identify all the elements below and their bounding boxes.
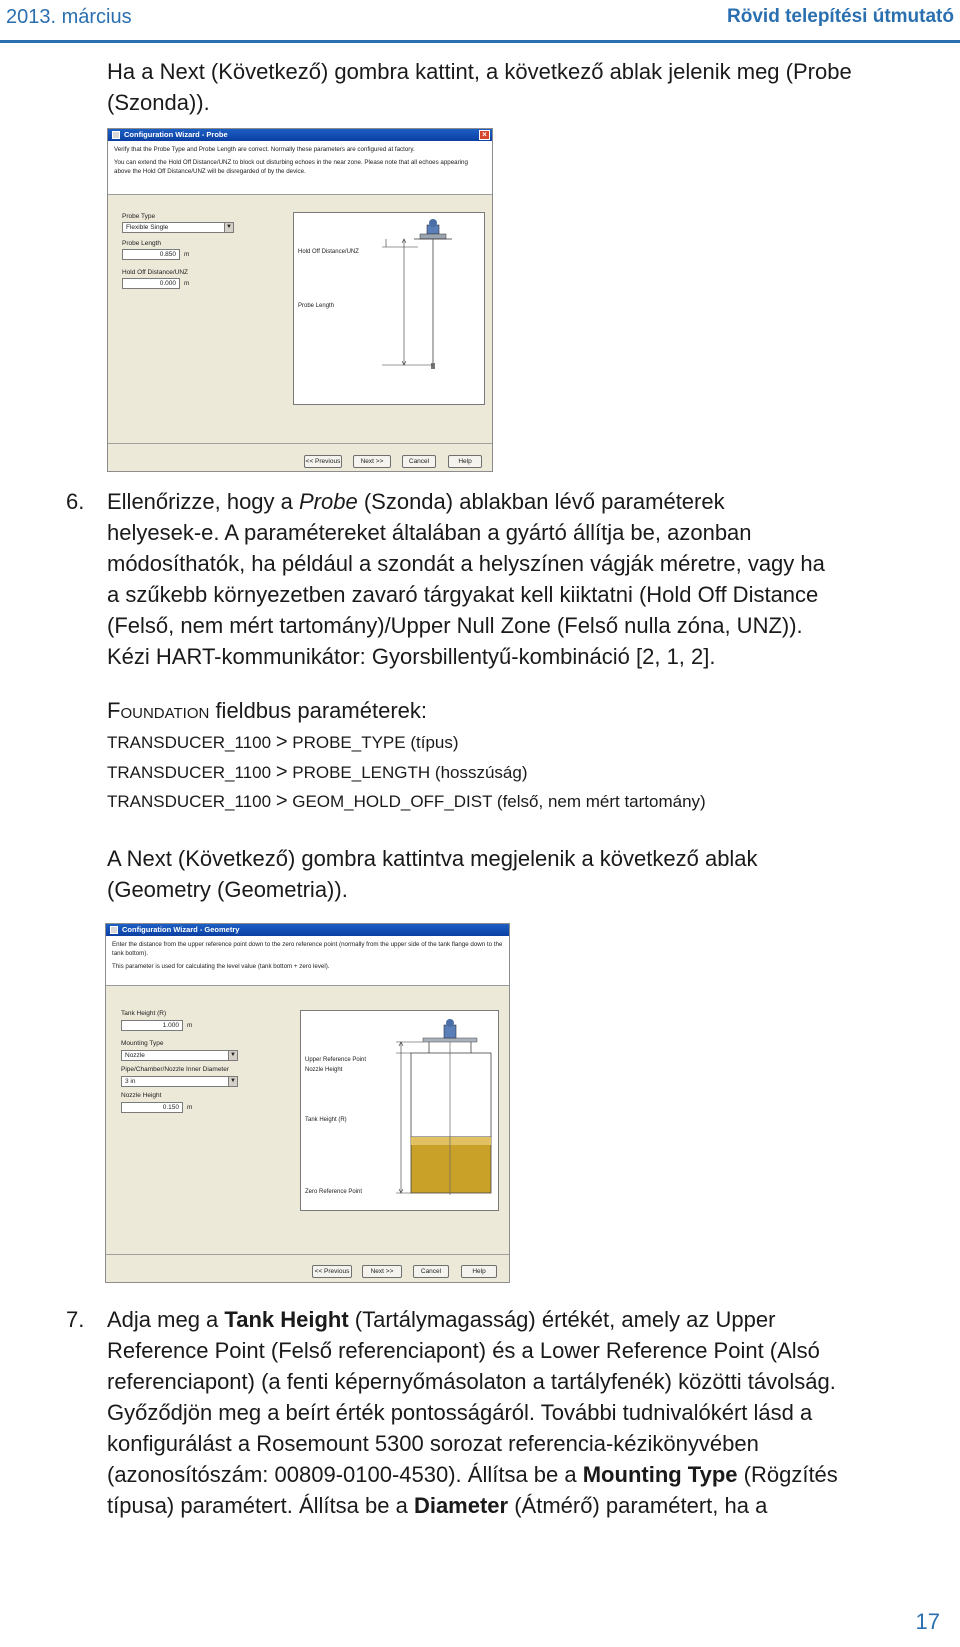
pipe-diameter-value: 3 in <box>125 1078 136 1085</box>
fieldbus-param-row <box>107 761 528 784</box>
step6-probe-term: Probe <box>299 489 358 514</box>
param-name: PROBE_TYPE <box>292 733 406 752</box>
nozzle-height-unit: m <box>187 1104 193 1111</box>
probe-length-unit: m <box>184 251 190 258</box>
step7-paragraph <box>107 1304 955 1521</box>
probe-dialog-titlebar <box>108 129 492 141</box>
fieldbus-param-row <box>107 790 706 813</box>
pipe-diameter-label: Pipe/Chamber/Nozzle Inner Diameter <box>121 1066 230 1073</box>
next-button: Next >> <box>353 455 391 468</box>
step7-number: 7. <box>66 1307 85 1332</box>
fieldbus-heading <box>107 695 955 726</box>
step7-line3: referenciapont) (a fenti képernyőmásolaton a tartályfenék) közötti távolság. <box>107 1369 836 1394</box>
intro-paragraph: Ha a Next (Következő) gombra kattint, a következő ablak jelenik meg (Probe (Szonda)). <box>107 59 852 115</box>
step6-number: 6. <box>66 489 85 514</box>
step7-text: (Rögzítés <box>737 1462 838 1487</box>
probe-diagram <box>293 212 485 405</box>
step7-line7 <box>107 1490 955 1521</box>
help-button: Help <box>448 455 482 468</box>
header-rule <box>0 40 960 43</box>
step6-line4: a szűkebb környezetben zavaró tárgyakat kell kiiktatni (Hold Off Distance <box>107 582 819 607</box>
chevron-down-icon: ▼ <box>224 223 233 232</box>
tank-diagram-drawing <box>301 1011 498 1210</box>
param-name: PROBE_LENGTH <box>292 763 431 782</box>
page-number: 17 <box>915 1609 940 1634</box>
param-separator: > <box>275 761 288 783</box>
probe-type-value: Flexible Single <box>126 224 169 231</box>
fieldbus-heading-rest: fieldbus paraméterek: <box>209 698 427 723</box>
pipe-diameter-select <box>121 1076 238 1087</box>
step7-text: (Tartálymagasság) értékét, amely az Upper <box>348 1307 776 1332</box>
hold-off-label: Hold Off Distance/UNZ <box>122 269 188 276</box>
probe-length-field: 0.850 <box>122 249 180 260</box>
button-separator <box>106 1254 509 1255</box>
geometry-dialog-title: Configuration Wizard - Geometry <box>122 925 240 934</box>
chevron-down-icon: ▼ <box>228 1077 237 1086</box>
next-button: Next >> <box>362 1265 402 1278</box>
mounting-type-select <box>121 1050 238 1061</box>
app-icon <box>112 131 120 139</box>
step7-text: (azonosítószám: 00809-0100-4530). Állítsa be a <box>107 1462 583 1487</box>
step7-line4: Győződjön meg a beírt érték pontosságáról. További tudnivalókért lásd a <box>107 1400 813 1425</box>
step7-line1 <box>107 1304 955 1335</box>
geometry-dialog-titlebar <box>106 924 509 936</box>
diagram-tank-height-label: Tank Height (R) <box>305 1117 347 1123</box>
step6-paragraph <box>107 486 955 672</box>
step6-line2: helyesek-e. A paramétereket általában a gyártó állítja be, azonban <box>107 520 752 545</box>
param-separator: > <box>275 731 288 753</box>
probe-dialog-screenshot <box>107 128 493 472</box>
hold-off-field: 0.000 <box>122 278 180 289</box>
probe-length-label: Probe Length <box>122 240 162 247</box>
cancel-button: Cancel <box>402 455 436 468</box>
step6-line3: módosíthatók, ha például a szondát a helyszínen vágják méretre, vagy ha <box>107 551 825 576</box>
nozzle-height-label: Nozzle Height <box>121 1092 162 1099</box>
step6-line1 <box>107 486 955 517</box>
param-separator: > <box>275 790 288 812</box>
diagram-hold-off-label: Hold Off Distance/UNZ <box>298 249 359 255</box>
foundation-smallcaps: Foundation <box>107 698 210 723</box>
param-block: TRANSDUCER_1100 <box>107 733 272 752</box>
step6-line6: Kézi HART-kommunikátor: Gyorsbillentyű-kombináció [2, 1, 2]. <box>107 644 716 669</box>
param-block: TRANSDUCER_1100 <box>107 792 272 811</box>
tank-height-label: Tank Height (R) <box>121 1010 167 1017</box>
mounting-type-value: Nozzle <box>125 1052 145 1059</box>
probe-info-1: Verify that the Probe Type and Probe Length are correct. Normally these parameters are configured at factory. <box>114 146 415 153</box>
button-separator <box>108 443 492 444</box>
header-date: 2013. március <box>6 6 132 28</box>
next-paragraph: A Next (Következő) gombra kattintva megjelenik a következő ablak (Geometry (Geometria)). <box>107 846 758 902</box>
param-block: TRANSDUCER_1100 <box>107 763 272 782</box>
param-name: GEOM_HOLD_OFF_DIST <box>292 792 493 811</box>
diagram-upper-ref-label: Upper Reference Point <box>305 1057 367 1063</box>
previous-button: << Previous <box>304 455 342 468</box>
step7-text: Adja meg a <box>107 1307 225 1332</box>
tank-height-term: Tank Height <box>224 1307 349 1332</box>
geometry-info-1: Enter the distance from the upper reference point down to the zero reference point (normally from the upper side of the tank flange down to the tank bottom). <box>112 941 503 957</box>
close-icon: × <box>479 130 490 140</box>
step6-text: Ellenőrizze, hogy a <box>107 489 299 514</box>
tank-height-field: 1.000 <box>121 1020 183 1031</box>
param-desc: (típus) <box>410 733 459 752</box>
hold-off-unit: m <box>184 280 190 287</box>
step6-line5: (Felső, nem mért tartomány)/Upper Null Zone (Felső nulla zóna, UNZ)). <box>107 613 803 638</box>
probe-info-box <box>108 141 492 195</box>
chevron-down-icon: ▼ <box>228 1051 237 1060</box>
geometry-diagram <box>300 1010 499 1211</box>
cancel-button: Cancel <box>413 1265 449 1278</box>
probe-type-select <box>122 222 234 233</box>
probe-info-2: You can extend the Hold Off Distance/UNZ to block out disturbing echoes in the near zone. Please note that all echoes appearing above the Hold Off Distance/UNZ will be disregarded of by the device. <box>114 159 468 175</box>
step6-text: (Szonda) ablakban lévő paraméterek <box>357 489 725 514</box>
step7-line6 <box>107 1459 955 1490</box>
geometry-dialog-screenshot <box>105 923 510 1283</box>
step7-text: (Átmérő) paramétert, ha a <box>508 1493 768 1518</box>
tank-height-unit: m <box>187 1022 193 1029</box>
geometry-info-box <box>106 936 509 986</box>
mounting-type-term: Mounting Type <box>582 1462 738 1487</box>
diagram-nozzle-height-label: Nozzle Height <box>305 1067 343 1073</box>
probe-type-label: Probe Type <box>122 213 156 220</box>
nozzle-height-field: 0.150 <box>121 1102 183 1113</box>
step7-line2: Reference Point (Felső referenciapont) és a Lower Reference Point (Alsó <box>107 1338 820 1363</box>
probe-dialog-title: Configuration Wizard - Probe <box>124 130 228 139</box>
step7-text: típusa) paramétert. Állítsa be a <box>107 1493 414 1518</box>
mounting-type-label: Mounting Type <box>121 1040 164 1047</box>
step7-line5: konfigurálást a Rosemount 5300 sorozat referencia-kézikönyvében <box>107 1431 759 1456</box>
app-icon <box>110 926 118 934</box>
help-button: Help <box>461 1265 497 1278</box>
param-desc: (hosszúság) <box>434 763 528 782</box>
fieldbus-param-row <box>107 731 459 754</box>
header-title: Rövid telepítési útmutató <box>727 6 954 27</box>
diameter-term: Diameter <box>413 1493 509 1518</box>
param-desc: (felső, nem mért tartomány) <box>496 792 706 811</box>
geometry-info-2: This parameter is used for calculating the level value (tank bottom + zero level). <box>112 963 330 970</box>
diagram-probe-length-label: Probe Length <box>298 303 335 309</box>
diagram-zero-ref-label: Zero Reference Point <box>305 1189 363 1195</box>
previous-button: << Previous <box>312 1265 352 1278</box>
